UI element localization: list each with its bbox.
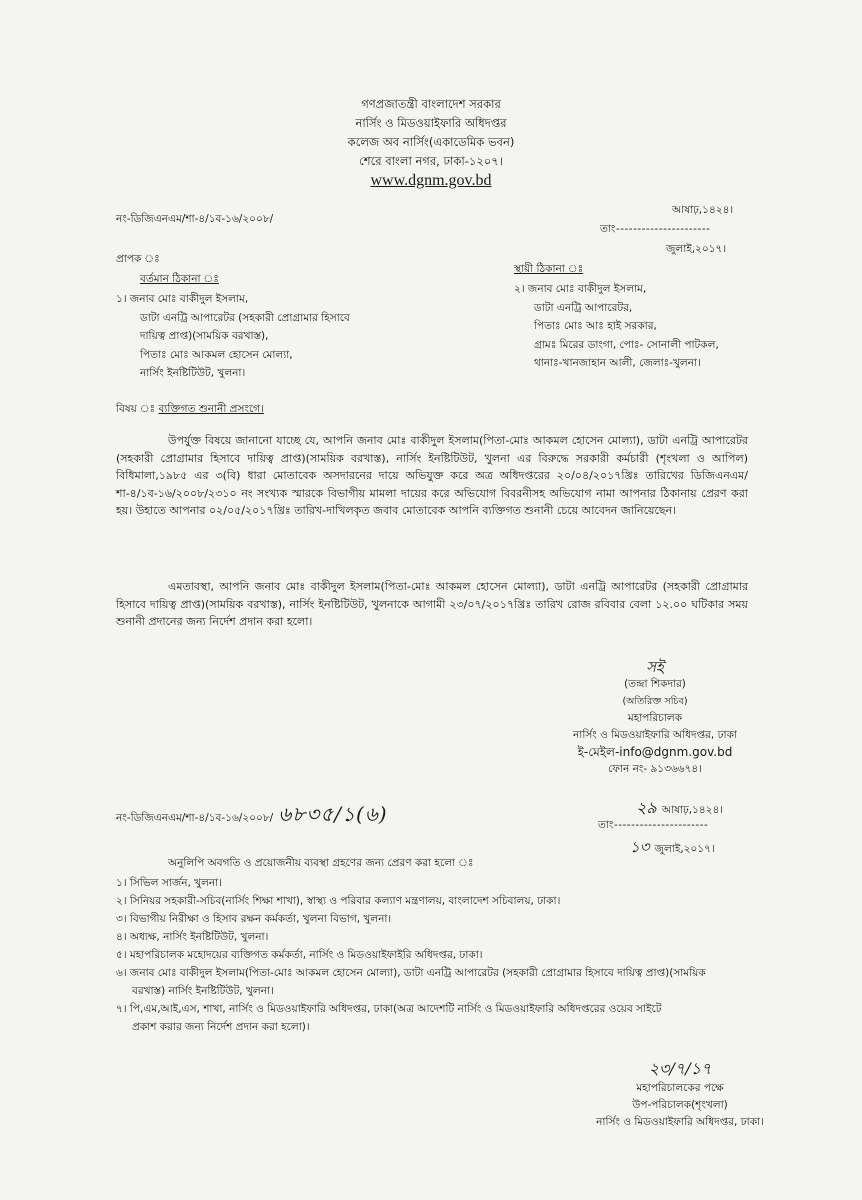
letterhead — [0, 95, 862, 190]
website-link[interactable]: www.dgnm.gov.bd — [370, 172, 492, 189]
recipient-label: প্রাপক ঃ — [116, 253, 160, 265]
copy-item: ৭। পি,এম,আই,এস, শাখা, নার্সিং ও মিডওয়াইফারি অধিদপ্তর, ঢাকা(অত্র আদেশটি নার্সিং ও মিডওয়াইফারি অধিদপ্তরের ওয়েব সাইটে — [116, 1003, 662, 1015]
copy-item: ৫। মহাপরিচালক মহোদয়ের ব্যক্তিগত কর্মকর্তা, নার্সিং ও মিডওয়াইফাইরি অধিদপ্তর, ঢাকা। — [116, 949, 483, 961]
signature: সই — [646, 658, 664, 676]
signatory-block — [540, 658, 770, 778]
copy-item: ৬। জনাব মোঃ বাকীদুল ইসলাম(পিতা-মোঃ আকমল হোসেন মোল্যা), ডাটা এনট্রি আপারেটর (সহকারী প্রোগ্রামার হিসাবে দায়িত্ব প্রাপ্ত)(সাময়িক — [116, 967, 706, 979]
copy-item: ২। সিনিয়র সহকারী-সচিব(নার্সিং শিক্ষা শাখা), স্বাস্থ্য ও পরিবার কল্যাণ মন্ত্রণালয়, বাংলাদেশ সচিবালয়, ঢাকা। — [116, 895, 561, 907]
directorate-name: নার্সিং ও মিডওয়াইফারি অধিদপ্তর — [355, 116, 507, 130]
address: শেরে বাংলা নগর, ঢাকা-১২০৭। — [359, 154, 503, 168]
address-line: নার্সিং ইনষ্টিটিউট, খুলনা। — [140, 367, 246, 379]
address-line: ১। জনাব মোঃ বাকীদুল ইসলাম, — [116, 293, 249, 305]
date-line: তাং---------------------- — [600, 223, 711, 235]
govt-name: গণপ্রজাতন্ত্রী বাংলাদেশ সরকার — [361, 97, 501, 111]
copy-item-cont: প্রকাশ করার জন্য নির্দেশ প্রদান করা হলো)। — [132, 1021, 310, 1033]
handwritten-day: ২৯ — [636, 798, 657, 817]
building-name: কলেজ অব নার্সিং(একাডেমিক ভবন) — [347, 135, 515, 149]
address-line: ডাটা এনট্রি আপারেটর (সহকারী প্রোগ্রামার হিসাবে — [140, 311, 350, 324]
memo2-ref-text: নং-ডিজিএনএম/শা-৪/১ব-১৬/২০০৮/ — [116, 812, 274, 824]
memo-reference: নং-ডিজিএনএম/শা-৪/১ব-১৬/২০০৮/ — [116, 213, 274, 225]
signatory-rank: (অতিরিক্ত সচিব) — [622, 696, 688, 707]
subject-label: বিষয় ঃ — [116, 403, 156, 415]
date-bangla: আষাঢ়,১৪২৪। — [661, 804, 724, 816]
handwritten-memo-number: ৬৮৩৫/১(৬) — [278, 802, 388, 826]
address-line: পিতাঃ মোঃ আঃ হাই সরকার, — [534, 320, 657, 332]
address-line: পিতাঃ মোঃ আকমল হোসেন মোল্যা, — [140, 348, 293, 361]
signature-2: ২৩/৭/১৭ — [648, 1059, 712, 1078]
copy-item: ৩। বিভাগীয় নিরীক্ষা ও হিসাব রক্ষন কর্মকর্তা, খুলনা বিভাগ, খুলনা। — [116, 913, 392, 925]
address-line: ডাটা এনট্রি আপারেটর, — [534, 301, 633, 314]
signatory-phone: ফোন নং- ৯১৩৬৬৭৪। — [608, 763, 702, 775]
present-address-title: বর্তমান ঠিকানা ঃ — [140, 273, 219, 285]
address-line: ২। জনাব মোঃ বাকীদুল ইসলাম, — [514, 283, 647, 295]
memo2-date-line: তাং---------------------- — [598, 819, 709, 831]
signatory-designation: মহাপরিচালক — [627, 712, 683, 724]
subject — [116, 402, 264, 419]
handwritten-day: ১৩ — [630, 838, 650, 856]
signatory-email[interactable]: ই-মেইল-info@dgnm.gov.bd — [577, 745, 733, 759]
address-line: থানাঃ-খানজাহান আলী, জেলাঃ-খুলনা। — [534, 357, 701, 369]
signatory2-block — [560, 1058, 800, 1131]
on-behalf: মহাপরিচালকের পক্ষে — [636, 1082, 724, 1094]
date-english: জুলাই,২০১৭। — [654, 843, 715, 855]
permanent-address-title: স্থায়ী ঠিকানা ঃ — [514, 263, 584, 275]
signatory-office: নার্সিং ও মিডওয়াইফারি অধিদপ্তর, ঢাকা — [573, 729, 737, 741]
copy-list — [116, 874, 706, 1036]
subject-text: ব্যক্তিগত শুনানী প্রসংগে। — [158, 403, 264, 415]
body-paragraph-1 — [116, 432, 748, 520]
copy-item: ৪। অধ্যক্ষ, নার্সিং ইনষ্টিটিউট, খুলনা। — [116, 931, 269, 943]
address-line: গ্রামঃ মিরের ডাংগা, পোঃ- সোনালী পাটকল, — [534, 338, 719, 351]
copy-item-cont: বরখাস্ত) নার্সিং ইনষ্টিটিউট, খুলনা। — [132, 985, 274, 997]
permanent-address — [514, 280, 719, 373]
paragraph-text: এমতাবস্থা, আপনি জনাব মোঃ বাকীদুল ইসলাম(পিতা-মোঃ আকমল হোসেন মোল্যা), ডাটা এনট্রি আপারেটর (সহকারী প্রোগ্রামার হিসাবে দায়িত্ব প্রাপ্ত)(সাময়িক বরখাস্ত), নার্সিং ইনষ্টিটিউট, খুলনাকে আগামী ২৩/০৭/২০১৭খ্রিঃ তারিখ রোজ রবিবার বেলা ১২.০০ ঘটিকার সময় শুনানী প্রদানের জন্য নির্দেশ প্রদান করা হলো। — [116, 580, 748, 628]
memo2-reference — [116, 800, 388, 833]
memo2-date-english — [630, 836, 715, 861]
present-address — [116, 290, 350, 383]
date-english: জুলাই,২০১৭। — [666, 243, 727, 255]
signatory2-designation: উপ-পরিচালক(শৃংখলা) — [632, 1099, 728, 1111]
signatory-name: (তন্দ্রা শিকদার) — [624, 678, 686, 690]
body-paragraph-2 — [116, 578, 748, 631]
copy-intro: অনুলিপি অবগতি ও প্রয়োজনীয় ব্যবস্থা গ্রহণের জন্য প্রেরণ করা হলো ঃ — [168, 857, 474, 869]
date-bangla: আষাঢ়,১৪২৪। — [672, 204, 734, 216]
address-line: দায়িত্ব প্রাপ্ত)(সাময়িক বরখাস্ত), — [140, 330, 269, 342]
copy-item: ১। সিভিল সার্জন, খুলনা। — [116, 877, 222, 889]
signatory2-office: নার্সিং ও মিডওয়াইফারি অধিদপ্তর, ঢাকা। — [596, 1116, 764, 1128]
paragraph-text: উপর্যুক্ত বিষয়ে জানানো যাচ্ছে যে, আপনি জনাব মোঃ বাকীদুল ইসলাম(পিতা-মোঃ আকমল হোসেন মোল্যা), ডাটা এনট্রি আপারেটর (সহকারী প্রোগ্রামার হিসাবে দায়িত্ব প্রাপ্ত)(সাময়িক বরখাস্ত), নার্সিং ইনষ্টিটিউট, খুলনা এর বিরুদ্ধে সরকারী কর্মচারী (শৃংখলা ও আপিল) বিধিমালা,১৯৮৫ এর ৩(বি) ধারা মোতাবেক অসদারনের দায়ে অভিযুক্ত করে অত্র অধিদপ্তরের ২০/০৪/২০১৭খ্রিঃ তারিখের ডিজিএনএম/শা-৪/১ব-১৬/২০০৮/২৩১০ নং সংখ্যক স্মারকে বিভাগীয় মামলা দায়ের করে অভিযোগ বিবরনীসহ অভিযোগ নামা আপনার ঠিকানায় প্রেরণ করা হয়। উহাতে আপনার ০২/০৫/২০১৭খ্রিঃ তারিখ-দাখিলকৃত জবাব মোতাবেক আপনি ব্যক্তিগত শুনানী চেয়ে আবেদন জানিয়েছেন। — [116, 434, 748, 517]
